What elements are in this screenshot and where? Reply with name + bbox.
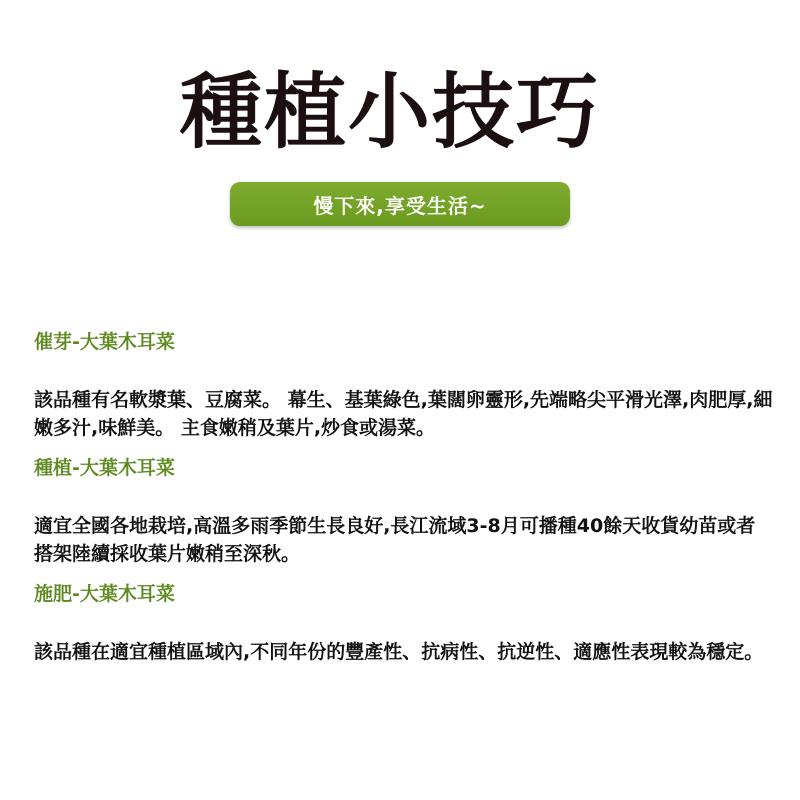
- section-body: 適宜全國各地栽培,高溫多雨季節生長良好,長江流域3-8月可播種40餘天收貨幼苗或者搭架陸續採收葉片嫩稍至深秋。: [34, 515, 756, 565]
- subtitle-text: 慢下來,享受生活~: [313, 193, 487, 218]
- subtitle-banner: [230, 182, 570, 226]
- page-title: 種植小技巧: [179, 65, 600, 160]
- section-germination: [34, 333, 774, 442]
- section-heading: 施肥-大葉木耳菜: [34, 583, 175, 605]
- section-planting: [34, 459, 774, 568]
- section-body: 該品種在適宜種植區域內,不同年份的豐產性、抗病性、抗逆性、適應性表現較為穩定。: [34, 641, 764, 663]
- section-heading: 催芽-大葉木耳菜: [34, 331, 175, 353]
- section-fertilizing: [34, 585, 774, 666]
- section-body: 該品種有名軟漿葉、豆腐菜。 幕生、基葉綠色,葉闊卵靈形,先端略尖平滑光澤,肉肥厚,細嫩多汁,味鮮美。 主食嫩稍及葉片,炒食或湯菜。: [34, 389, 773, 439]
- section-heading: 種植-大葉木耳菜: [34, 457, 175, 479]
